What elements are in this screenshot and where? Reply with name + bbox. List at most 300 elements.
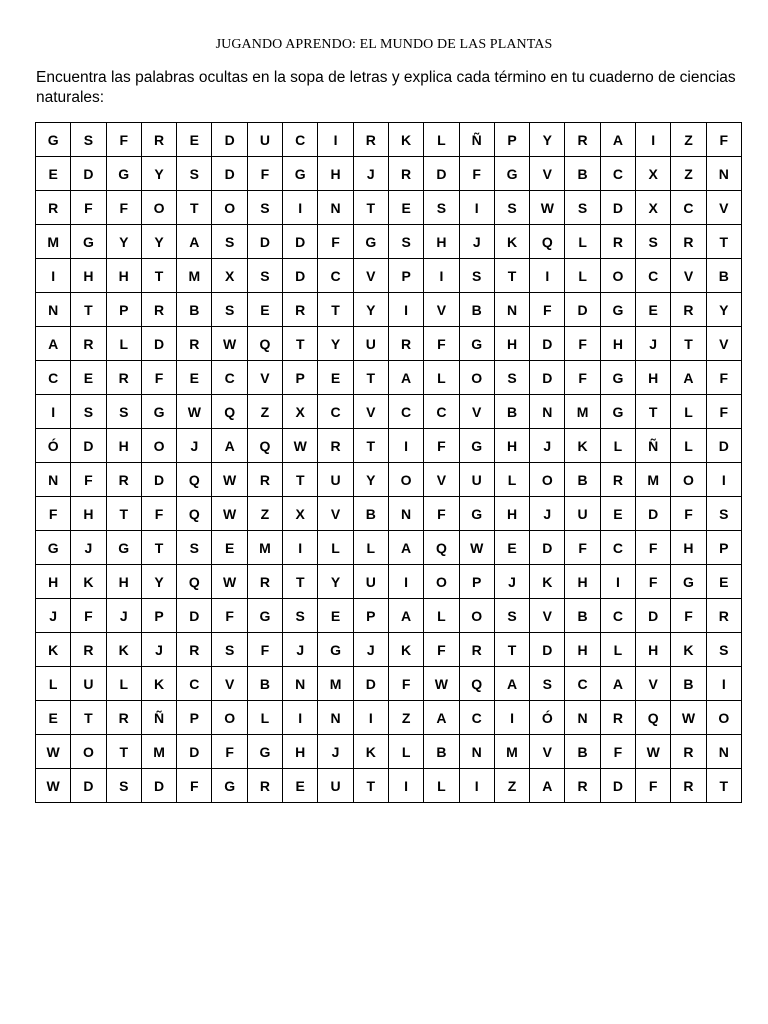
grid-cell: D	[212, 123, 247, 157]
grid-cell: U	[459, 463, 494, 497]
grid-cell: U	[318, 769, 353, 803]
grid-row	[36, 191, 742, 225]
grid-cell: L	[671, 429, 706, 463]
grid-cell: B	[247, 667, 282, 701]
grid-cell: E	[388, 191, 423, 225]
grid-cell: A	[494, 667, 529, 701]
grid-cell: S	[565, 191, 600, 225]
grid-cell: T	[353, 361, 388, 395]
grid-cell: Y	[353, 293, 388, 327]
grid-cell: T	[71, 293, 106, 327]
grid-cell: F	[106, 123, 141, 157]
grid-cell: F	[141, 497, 176, 531]
grid-cell: F	[177, 769, 212, 803]
grid-cell: I	[283, 191, 318, 225]
grid-cell: Q	[212, 395, 247, 429]
grid-cell: D	[530, 327, 565, 361]
grid-cell: H	[36, 565, 71, 599]
grid-cell: T	[283, 327, 318, 361]
grid-cell: R	[353, 123, 388, 157]
grid-cell: R	[671, 769, 706, 803]
grid-cell: Q	[530, 225, 565, 259]
grid-cell: W	[283, 429, 318, 463]
grid-cell: W	[424, 667, 459, 701]
grid-row	[36, 667, 742, 701]
grid-row	[36, 599, 742, 633]
grid-cell: C	[424, 395, 459, 429]
grid-cell: H	[636, 361, 671, 395]
grid-cell: L	[106, 667, 141, 701]
grid-cell: A	[424, 701, 459, 735]
grid-cell: D	[71, 429, 106, 463]
grid-cell: J	[141, 633, 176, 667]
grid-cell: U	[71, 667, 106, 701]
grid-cell: I	[388, 565, 423, 599]
grid-cell: I	[283, 701, 318, 735]
grid-cell: O	[71, 735, 106, 769]
grid-cell: R	[706, 599, 741, 633]
grid-cell: B	[494, 395, 529, 429]
grid-cell: C	[318, 259, 353, 293]
grid-cell: Ó	[530, 701, 565, 735]
grid-cell: W	[212, 463, 247, 497]
grid-cell: S	[212, 633, 247, 667]
grid-cell: V	[212, 667, 247, 701]
grid-cell: O	[706, 701, 741, 735]
grid-cell: A	[177, 225, 212, 259]
grid-cell: H	[636, 633, 671, 667]
grid-cell: H	[671, 531, 706, 565]
grid-cell: H	[494, 429, 529, 463]
grid-cell: S	[71, 123, 106, 157]
grid-cell: H	[106, 565, 141, 599]
grid-cell: Q	[459, 667, 494, 701]
grid-cell: K	[388, 123, 423, 157]
grid-cell: I	[459, 769, 494, 803]
grid-cell: C	[600, 157, 635, 191]
grid-cell: R	[671, 225, 706, 259]
grid-cell: A	[600, 667, 635, 701]
grid-cell: Q	[177, 463, 212, 497]
grid-cell: A	[671, 361, 706, 395]
grid-cell: I	[388, 769, 423, 803]
grid-cell: S	[388, 225, 423, 259]
grid-row	[36, 361, 742, 395]
grid-cell: Q	[247, 327, 282, 361]
grid-cell: D	[212, 157, 247, 191]
grid-cell: B	[565, 157, 600, 191]
grid-cell: F	[71, 463, 106, 497]
grid-cell: G	[600, 361, 635, 395]
grid-cell: S	[212, 293, 247, 327]
grid-cell: O	[459, 599, 494, 633]
grid-cell: Z	[671, 123, 706, 157]
grid-cell: F	[71, 599, 106, 633]
grid-cell: F	[565, 327, 600, 361]
grid-cell: J	[353, 633, 388, 667]
grid-cell: K	[106, 633, 141, 667]
grid-row	[36, 395, 742, 429]
grid-cell: S	[706, 497, 741, 531]
grid-cell: V	[636, 667, 671, 701]
grid-cell: F	[530, 293, 565, 327]
grid-cell: G	[459, 429, 494, 463]
word-search-grid-body	[36, 123, 742, 803]
grid-cell: E	[247, 293, 282, 327]
grid-cell: R	[388, 327, 423, 361]
grid-cell: T	[283, 463, 318, 497]
grid-cell: G	[600, 293, 635, 327]
grid-cell: D	[141, 769, 176, 803]
grid-cell: L	[671, 395, 706, 429]
grid-cell: G	[353, 225, 388, 259]
grid-cell: T	[318, 293, 353, 327]
grid-cell: S	[247, 259, 282, 293]
grid-cell: K	[388, 633, 423, 667]
grid-cell: T	[106, 497, 141, 531]
grid-cell: Z	[247, 395, 282, 429]
grid-cell: E	[636, 293, 671, 327]
grid-cell: T	[106, 735, 141, 769]
grid-cell: I	[706, 667, 741, 701]
grid-cell: B	[353, 497, 388, 531]
grid-cell: L	[247, 701, 282, 735]
grid-cell: N	[459, 735, 494, 769]
grid-cell: B	[565, 463, 600, 497]
grid-cell: T	[706, 769, 741, 803]
grid-row	[36, 429, 742, 463]
grid-cell: A	[530, 769, 565, 803]
grid-cell: D	[141, 463, 176, 497]
grid-cell: O	[600, 259, 635, 293]
grid-cell: O	[424, 565, 459, 599]
grid-cell: X	[283, 395, 318, 429]
grid-row	[36, 497, 742, 531]
grid-cell: F	[71, 191, 106, 225]
grid-cell: K	[494, 225, 529, 259]
grid-cell: R	[671, 735, 706, 769]
grid-cell: D	[600, 769, 635, 803]
grid-cell: R	[106, 463, 141, 497]
grid-cell: C	[600, 531, 635, 565]
grid-cell: T	[353, 429, 388, 463]
grid-cell: X	[636, 157, 671, 191]
grid-cell: I	[283, 531, 318, 565]
grid-cell: S	[494, 191, 529, 225]
grid-cell: F	[141, 361, 176, 395]
grid-cell: R	[318, 429, 353, 463]
grid-cell: Y	[530, 123, 565, 157]
grid-cell: E	[177, 361, 212, 395]
grid-cell: F	[424, 633, 459, 667]
grid-row	[36, 293, 742, 327]
grid-cell: D	[424, 157, 459, 191]
grid-cell: F	[671, 599, 706, 633]
grid-cell: D	[636, 599, 671, 633]
grid-cell: C	[212, 361, 247, 395]
grid-cell: E	[283, 769, 318, 803]
grid-cell: S	[106, 395, 141, 429]
grid-cell: X	[636, 191, 671, 225]
grid-cell: B	[671, 667, 706, 701]
grid-cell: E	[706, 565, 741, 599]
grid-cell: D	[71, 769, 106, 803]
grid-cell: O	[459, 361, 494, 395]
grid-cell: S	[459, 259, 494, 293]
grid-cell: A	[600, 123, 635, 157]
grid-cell: R	[106, 701, 141, 735]
grid-row	[36, 225, 742, 259]
grid-cell: I	[706, 463, 741, 497]
grid-cell: K	[565, 429, 600, 463]
grid-cell: T	[706, 225, 741, 259]
grid-row	[36, 327, 742, 361]
grid-cell: X	[283, 497, 318, 531]
grid-cell: D	[283, 259, 318, 293]
grid-cell: Y	[318, 327, 353, 361]
grid-cell: V	[353, 395, 388, 429]
grid-cell: F	[636, 531, 671, 565]
grid-cell: I	[424, 259, 459, 293]
grid-cell: S	[636, 225, 671, 259]
grid-cell: N	[36, 463, 71, 497]
grid-cell: V	[530, 599, 565, 633]
grid-cell: U	[565, 497, 600, 531]
grid-cell: A	[388, 531, 423, 565]
grid-cell: V	[706, 191, 741, 225]
instructions-text: Encuentra las palabras ocultas en la sopa de letras y explica cada término en tu cuaderno de ciencias naturales:	[36, 69, 736, 106]
grid-cell: F	[36, 497, 71, 531]
grid-cell: T	[141, 259, 176, 293]
grid-cell: Y	[106, 225, 141, 259]
grid-cell: L	[565, 225, 600, 259]
grid-cell: K	[71, 565, 106, 599]
grid-cell: V	[530, 157, 565, 191]
grid-cell: D	[177, 735, 212, 769]
grid-cell: I	[636, 123, 671, 157]
grid-cell: I	[459, 191, 494, 225]
grid-cell: J	[36, 599, 71, 633]
grid-cell: G	[36, 123, 71, 157]
grid-cell: C	[600, 599, 635, 633]
grid-cell: F	[106, 191, 141, 225]
grid-cell: T	[283, 565, 318, 599]
grid-cell: H	[565, 633, 600, 667]
grid-cell: E	[36, 701, 71, 735]
grid-cell: M	[494, 735, 529, 769]
grid-cell: L	[424, 599, 459, 633]
grid-cell: Z	[671, 157, 706, 191]
grid-cell: W	[671, 701, 706, 735]
grid-cell: L	[424, 123, 459, 157]
grid-cell: H	[283, 735, 318, 769]
grid-cell: D	[283, 225, 318, 259]
grid-cell: F	[706, 361, 741, 395]
grid-cell: D	[706, 429, 741, 463]
grid-cell: S	[212, 225, 247, 259]
grid-cell: R	[247, 769, 282, 803]
grid-cell: T	[141, 531, 176, 565]
grid-cell: A	[388, 599, 423, 633]
grid-cell: X	[212, 259, 247, 293]
grid-cell: O	[141, 191, 176, 225]
grid-cell: I	[388, 293, 423, 327]
word-search-grid	[35, 122, 742, 803]
grid-cell: C	[283, 123, 318, 157]
grid-cell: F	[636, 769, 671, 803]
grid-cell: G	[600, 395, 635, 429]
grid-cell: M	[36, 225, 71, 259]
grid-cell: J	[459, 225, 494, 259]
grid-cell: U	[353, 565, 388, 599]
grid-cell: L	[388, 735, 423, 769]
grid-cell: Y	[706, 293, 741, 327]
grid-cell: G	[106, 531, 141, 565]
grid-cell: K	[353, 735, 388, 769]
grid-cell: L	[36, 667, 71, 701]
grid-cell: R	[247, 565, 282, 599]
grid-cell: G	[106, 157, 141, 191]
grid-cell: F	[388, 667, 423, 701]
grid-row	[36, 531, 742, 565]
grid-cell: F	[424, 497, 459, 531]
grid-cell: W	[177, 395, 212, 429]
grid-cell: D	[177, 599, 212, 633]
grid-row	[36, 259, 742, 293]
grid-cell: J	[636, 327, 671, 361]
grid-cell: Ó	[36, 429, 71, 463]
grid-cell: G	[212, 769, 247, 803]
grid-cell: U	[247, 123, 282, 157]
grid-cell: R	[565, 769, 600, 803]
grid-cell: W	[530, 191, 565, 225]
grid-cell: T	[177, 191, 212, 225]
grid-cell: V	[318, 497, 353, 531]
grid-cell: T	[353, 191, 388, 225]
grid-cell: P	[494, 123, 529, 157]
grid-cell: W	[212, 565, 247, 599]
grid-cell: F	[459, 157, 494, 191]
grid-cell: G	[283, 157, 318, 191]
grid-cell: F	[212, 599, 247, 633]
grid-cell: F	[247, 633, 282, 667]
grid-cell: L	[353, 531, 388, 565]
grid-cell: B	[565, 599, 600, 633]
grid-cell: O	[141, 429, 176, 463]
grid-cell: L	[494, 463, 529, 497]
grid-cell: C	[565, 667, 600, 701]
grid-cell: K	[671, 633, 706, 667]
grid-cell: S	[530, 667, 565, 701]
grid-cell: H	[494, 327, 529, 361]
grid-cell: A	[212, 429, 247, 463]
grid-cell: S	[71, 395, 106, 429]
grid-cell: B	[177, 293, 212, 327]
grid-cell: F	[424, 429, 459, 463]
grid-cell: S	[494, 599, 529, 633]
grid-cell: Q	[177, 565, 212, 599]
grid-cell: L	[106, 327, 141, 361]
grid-cell: F	[706, 395, 741, 429]
grid-cell: F	[247, 157, 282, 191]
grid-cell: O	[388, 463, 423, 497]
grid-cell: P	[141, 599, 176, 633]
grid-cell: F	[600, 735, 635, 769]
grid-cell: V	[706, 327, 741, 361]
grid-cell: R	[600, 463, 635, 497]
grid-cell: W	[212, 497, 247, 531]
grid-cell: E	[212, 531, 247, 565]
grid-cell: F	[636, 565, 671, 599]
grid-cell: E	[71, 361, 106, 395]
grid-cell: F	[706, 123, 741, 157]
grid-cell: J	[494, 565, 529, 599]
grid-cell: D	[530, 633, 565, 667]
grid-cell: J	[530, 429, 565, 463]
grid-cell: F	[212, 735, 247, 769]
grid-cell: P	[283, 361, 318, 395]
grid-cell: D	[530, 361, 565, 395]
grid-cell: N	[565, 701, 600, 735]
grid-cell: V	[247, 361, 282, 395]
grid-cell: M	[177, 259, 212, 293]
grid-cell: J	[353, 157, 388, 191]
grid-cell: C	[36, 361, 71, 395]
grid-cell: R	[177, 327, 212, 361]
grid-cell: E	[600, 497, 635, 531]
grid-cell: F	[565, 531, 600, 565]
grid-cell: R	[36, 191, 71, 225]
grid-cell: T	[494, 259, 529, 293]
grid-cell: M	[318, 667, 353, 701]
grid-cell: P	[353, 599, 388, 633]
grid-cell: F	[424, 327, 459, 361]
grid-row	[36, 565, 742, 599]
grid-cell: E	[494, 531, 529, 565]
grid-cell: W	[636, 735, 671, 769]
grid-cell: N	[36, 293, 71, 327]
grid-cell: H	[494, 497, 529, 531]
grid-cell: S	[177, 157, 212, 191]
grid-cell: I	[353, 701, 388, 735]
grid-cell: B	[706, 259, 741, 293]
grid-cell: M	[141, 735, 176, 769]
grid-row	[36, 157, 742, 191]
grid-cell: P	[177, 701, 212, 735]
grid-cell: K	[141, 667, 176, 701]
grid-cell: R	[565, 123, 600, 157]
grid-cell: S	[494, 361, 529, 395]
grid-cell: E	[318, 361, 353, 395]
grid-cell: V	[459, 395, 494, 429]
grid-cell: J	[177, 429, 212, 463]
grid-cell: R	[600, 701, 635, 735]
grid-cell: D	[636, 497, 671, 531]
grid-cell: H	[71, 497, 106, 531]
grid-cell: D	[530, 531, 565, 565]
grid-cell: E	[318, 599, 353, 633]
grid-cell: D	[353, 667, 388, 701]
grid-cell: C	[318, 395, 353, 429]
grid-cell: P	[106, 293, 141, 327]
grid-cell: N	[530, 395, 565, 429]
grid-cell: T	[71, 701, 106, 735]
grid-cell: Ñ	[459, 123, 494, 157]
grid-cell: N	[706, 735, 741, 769]
grid-cell: L	[424, 361, 459, 395]
grid-cell: N	[318, 191, 353, 225]
grid-cell: C	[459, 701, 494, 735]
